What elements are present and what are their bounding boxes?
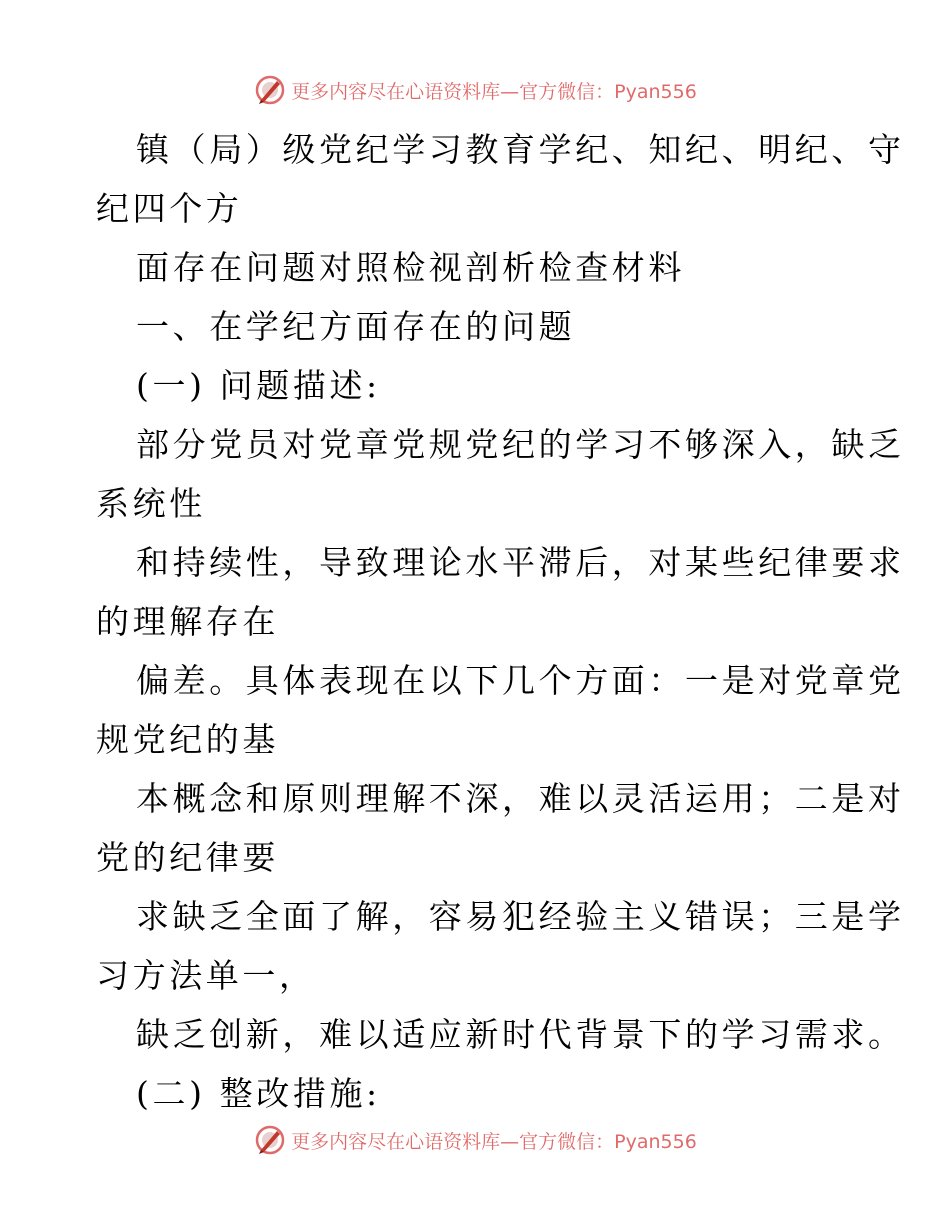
document-body <box>96 120 905 1123</box>
text-line: 和持续性，导致理论水平滞后，对某些纪律要求 <box>136 543 905 582</box>
text-line: 求缺乏全面了解，容易犯经验主义错误；三是学 <box>136 897 905 936</box>
watermark-text: 更多内容尽在心语资料库—官方微信：Pyan556 <box>291 1130 697 1153</box>
header-watermark <box>0 70 950 110</box>
text-line: 的理解存在 <box>96 602 279 641</box>
watermark-account: Pyan556 <box>614 1130 697 1153</box>
text-line: 规党纪的基 <box>96 720 279 759</box>
pen-logo-icon <box>253 73 287 107</box>
text-line: 镇（局）级党纪学习教育学纪、知纪、明纪、守 <box>136 130 905 169</box>
text-line: 本概念和原则理解不深，难以灵活运用；二是对 <box>136 779 905 818</box>
text-line: 党的纪律要 <box>96 838 279 877</box>
pen-logo-icon <box>253 1123 287 1157</box>
text-line: (二) 整改措施: <box>136 1074 381 1113</box>
watermark-account: Pyan556 <box>614 80 697 103</box>
text-line: 系统性 <box>96 484 206 523</box>
text-line: 一、在学纪方面存在的问题 <box>136 307 576 346</box>
text-line: (一) 问题描述: <box>136 366 381 405</box>
text-line: 纪四个方 <box>96 189 243 228</box>
text-line: 部分党员对党章党规党纪的学习不够深入，缺乏 <box>136 425 905 464</box>
text-line: 面存在问题对照检视剖析检查材料 <box>136 248 685 287</box>
footer-watermark <box>0 1120 950 1160</box>
text-line: 缺乏创新，难以适应新时代背景下的学习需求。 <box>136 1015 905 1054</box>
text-line: 习方法单一， <box>96 956 316 995</box>
text-line: 偏差。具体表现在以下几个方面：一是对党章党 <box>136 661 905 700</box>
watermark-text: 更多内容尽在心语资料库—官方微信：Pyan556 <box>291 80 697 103</box>
